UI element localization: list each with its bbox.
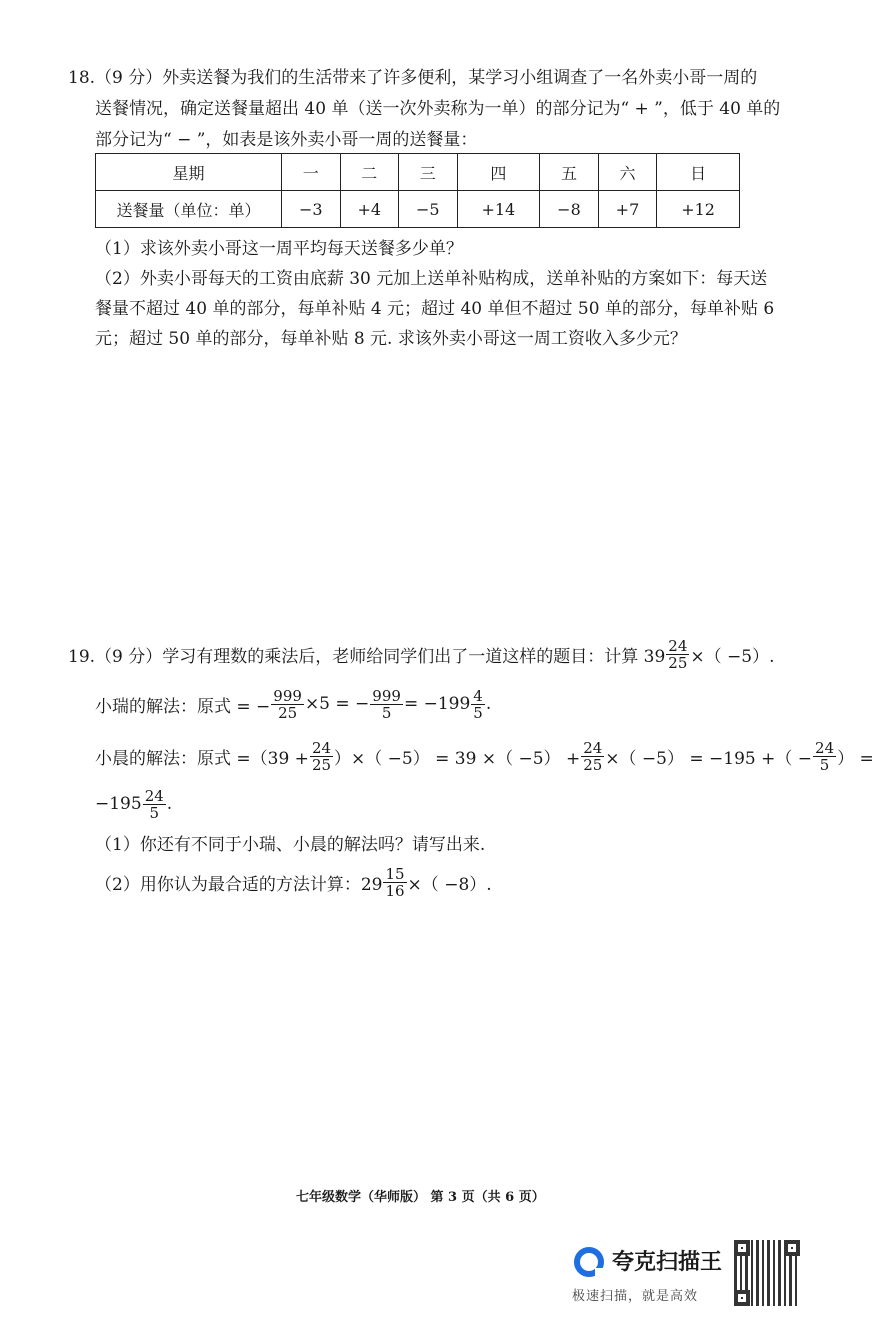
page-footer: 七年级数学（华师版） 第 3 页（共 6 页） [296, 1190, 545, 1205]
solution-text: . [166, 794, 173, 814]
fraction-numerator: 24 [815, 738, 835, 757]
fraction-numerator: 999 [273, 686, 302, 705]
table-day: 日 [657, 154, 740, 191]
fraction-denominator: 5 [381, 703, 392, 722]
table-value: +4 [340, 191, 399, 228]
q19-xiaochen-solution-cont [95, 780, 172, 828]
q19-intro-tail: ×（ −5）. [690, 646, 775, 667]
fraction-numerator: 24 [311, 738, 332, 757]
fraction [143, 788, 166, 821]
delivery-table [95, 153, 740, 228]
solution-text: 小瑞的解法：原式 = − [95, 696, 271, 717]
q19-part2 [95, 858, 492, 906]
table-value: +14 [457, 191, 540, 228]
fraction-denominator: 16 [385, 881, 405, 900]
table-day: 六 [598, 154, 657, 191]
table-day: 一 [282, 154, 341, 191]
fraction-denominator: 25 [311, 755, 332, 774]
fraction-denominator: 5 [473, 703, 483, 722]
fraction [383, 866, 406, 899]
fraction-numerator: 24 [583, 738, 603, 757]
fraction [666, 638, 689, 671]
fraction-numerator: 24 [144, 786, 164, 805]
fraction-denominator: 25 [583, 755, 603, 774]
table-day: 三 [399, 154, 458, 191]
fraction-denominator: 5 [149, 803, 160, 822]
solution-text: ×5 = − [304, 694, 370, 714]
solution-text: = −199 [403, 694, 471, 714]
q19-part1: （1）你还有不同于小瑞、小晨的解法吗？请写出来. [95, 835, 486, 855]
table-value: +12 [657, 191, 740, 228]
q19-xiaorui-solution [95, 680, 491, 728]
table-row [96, 154, 740, 191]
solution-text: （2）用你认为最合适的方法计算：29 [95, 874, 383, 895]
table-value: +7 [598, 191, 657, 228]
fraction-denominator: 25 [668, 653, 688, 672]
q18-part1: （1）求该外卖小哥这一周平均每天送餐多少单？ [95, 239, 463, 259]
solution-text: 小晨的解法：原式 =（39 + [95, 748, 309, 769]
solution-text: ×（ −5） = −195 +（ − [605, 748, 813, 769]
solution-text: ） = [837, 748, 874, 769]
scanner-slogan: 极速扫描，就是高效 [572, 1289, 699, 1304]
table-row [96, 191, 740, 228]
q18-part2-line3: 元；超过 50 单的部分，每单补贴 8 元. 求该外卖小哥这一周工资收入多少元？ [95, 329, 687, 349]
table-day: 五 [540, 154, 599, 191]
scanner-brand-name: 夸克扫描王 [612, 1250, 723, 1275]
q18-stem-line2: 送餐情况，确定送餐量超出 40 单（送一次外卖称为一单）的部分记为“ + ”，低于 40 单的 [95, 99, 781, 119]
fraction-numerator: 24 [668, 636, 688, 655]
table-value: −8 [540, 191, 599, 228]
q18-part2-line1: （2）外卖小哥每天的工资由底薪 30 元加上送单补贴构成，送单补贴的方案如下：每天送 [95, 269, 768, 289]
fraction [471, 688, 485, 721]
fraction-denominator: 5 [819, 755, 830, 774]
table-row-label: 送餐量（单位：单） [96, 191, 282, 228]
table-header-label: 星期 [96, 154, 282, 191]
table-day: 二 [340, 154, 399, 191]
q18-part2-line2: 餐量不超过 40 单的部分，每单补贴 4 元；超过 40 单但不超过 50 单的部分，每单补贴 6 [95, 299, 775, 319]
fraction-numerator: 999 [372, 686, 401, 705]
q18-stem-line1: 18.（9 分）外卖送餐为我们的生活带来了许多便利，某学习小组调查了一名外卖小哥一周的 [68, 68, 758, 88]
table-value: −5 [399, 191, 458, 228]
fraction-denominator: 25 [278, 703, 298, 722]
q18-stem-line3: 部分记为“ − ”，如表是该外卖小哥一周的送餐量： [95, 130, 478, 150]
q19-stem [68, 630, 775, 678]
solution-text: −195 [95, 794, 142, 814]
fraction [271, 688, 304, 721]
scanner-logo-icon [574, 1247, 604, 1277]
solution-text: ）×（ −5） = 39 ×（ −5） + [334, 748, 581, 769]
table-day: 四 [457, 154, 540, 191]
solution-text: . [485, 694, 492, 714]
fraction [581, 740, 604, 773]
fraction-numerator: 4 [473, 686, 483, 705]
q19-xiaochen-solution [95, 732, 874, 780]
table-value: −3 [282, 191, 341, 228]
qr-code-icon [734, 1240, 800, 1306]
fraction [813, 740, 836, 773]
q19-intro-text: 19.（9 分）学习有理数的乘法后，老师给同学们出了一道这样的题目：计算 39 [68, 646, 666, 667]
fraction [310, 740, 333, 773]
solution-text: ×（ −8）. [407, 874, 492, 895]
fraction-numerator: 15 [385, 864, 405, 883]
fraction [370, 688, 403, 721]
